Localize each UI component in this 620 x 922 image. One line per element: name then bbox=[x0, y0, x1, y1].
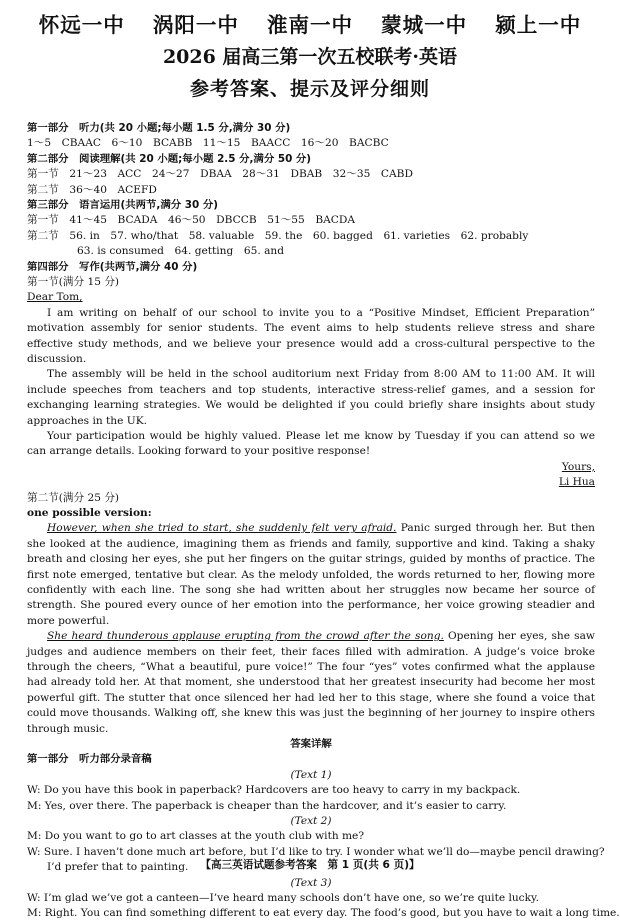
part1-answers: 1～5 CBAAC 6～10 BCABB 11～15 BAACC 16～20 BACBC bbox=[27, 137, 389, 150]
letter-signature: Li Hua bbox=[558, 476, 595, 489]
part3-section1-answers: 第一节 41～45 BCADA 46～50 DBCCB 51～55 BACDA bbox=[27, 214, 356, 227]
answer-details-title: 答案详解 bbox=[290, 738, 332, 750]
part1-heading: 第一部分 听力(共 20 小题;每小题 1.5 分,满分 30 分) bbox=[27, 122, 291, 134]
page-subtitle: 参考答案、提示及评分细则 bbox=[189, 78, 430, 100]
text3-man-line: M: Right. You can find something different to eat every day. The food’s good, but you have to wait a long time. bbox=[27, 907, 620, 920]
letter-closing: Yours, bbox=[561, 460, 595, 473]
school-names bbox=[0, 8, 620, 38]
paragraph-2-lead-sentence: She heard thunderous applause erupting from the crowd after the song. bbox=[47, 630, 444, 643]
text1-label: (Text 1) bbox=[290, 768, 332, 781]
paragraph-1-body: Panic surged through her. But then she looked at the audience, imagining them as friends and family, supportive and kind. Taking a shaky breath and closing her eyes, she put her fingers on the guitar strings, guided by months of practice. The first note emerged, tentative but clear. As the melody unfolded, the words returned to her, flowing more confidently with each line. The song she had written about her struggles now became her source of strength. She poured every ounce of her emotion into the performance, her voice growing steadier and more powerful. bbox=[27, 522, 595, 627]
part4-section1-label: 第一节(满分 15 分) bbox=[27, 275, 120, 288]
part3-section2-answers: 第二节 56. in 57. who/that 58. valuable 59. the 60. bagged 61. varieties 62. probably bbox=[27, 229, 529, 242]
paragraph-2-body: Opening her eyes, she saw judges and audience members on their feet, their faces filled with admiration. A judge’s voice broke through the cheers, “What a beautiful, pure voice!” The four “yes” votes confirmed what the applause had already told her. At that moment, she understood that her greatest insecurity had become her most powerful gift. The stutter that once silenced her had led her to this stage, where she found a voice that could move thousands. Walking off, she knew this was just the beginning of her journey to inspire others through music. bbox=[27, 630, 595, 735]
part4-heading: 第四部分 写作(共两节,满分 40 分) bbox=[27, 260, 198, 273]
part2-section2-answers: 第二节 36～40 ACEFD bbox=[27, 183, 157, 196]
text2-woman-line-cont: I’d prefer that to painting. bbox=[47, 861, 189, 874]
text2-label: (Text 2) bbox=[290, 814, 332, 827]
text2-man-line: M: Do you want to go to art classes at the youth club with me? bbox=[27, 830, 365, 843]
version-label: one possible version: bbox=[27, 506, 152, 519]
document-body bbox=[27, 121, 620, 922]
school-name: 涡阳一中 bbox=[152, 13, 239, 37]
continuation-paragraph-2 bbox=[27, 629, 595, 737]
text1-man-line: M: Yes, over there. The paperback is cheaper than the hardcover, and it’s easier to carry. bbox=[27, 799, 507, 812]
part3-heading: 第三部分 语言运用(共两节,满分 30 分) bbox=[27, 198, 218, 211]
part3-section2-answers-cont: 63. is consumed 64. getting 65. and bbox=[77, 245, 284, 258]
letter-paragraph-2: The assembly will be held in the school auditorium next Friday from 8:00 AM to 11:00 AM. It will include speeches from teachers and top students, interactive stress-relief games, and a session for exchanging learning strategies. We would be delighted if you could briefly share insights about study approaches in the UK. bbox=[27, 368, 595, 427]
paragraph-1-lead-sentence: However, when she tried to start, she suddenly felt very afraid. bbox=[47, 522, 397, 535]
school-name: 淮南一中 bbox=[267, 13, 353, 37]
continuation-paragraph-1 bbox=[27, 521, 595, 629]
letter-salutation: Dear Tom, bbox=[27, 291, 83, 304]
part2-section1-answers: 第一节 21～23 ACC 24～27 DBAA 28～31 DBAB 32～35 CABD bbox=[27, 168, 413, 181]
school-name: 颍上一中 bbox=[495, 13, 582, 37]
text1-woman-line: W: Do you have this book in paperback? Hardcovers are too heavy to carry in my backpack. bbox=[27, 784, 521, 797]
text3-woman-line: W: I’m glad we’ve got a canteen—I’ve heard many schools don’t have one, so we’re quite lucky. bbox=[27, 891, 539, 904]
part2-heading: 第二部分 阅读理解(共 20 小题;每小题 2.5 分,满分 50 分) bbox=[27, 152, 312, 165]
letter-paragraph-1: I am writing on behalf of our school to invite you to a “Positive Mindset, Efficient Preparation” motivation assembly for senior students. The event aims to help students relieve stress and share effective study methods, and we believe your presence would add a cross-cultural perspective to the discussion. bbox=[27, 306, 595, 365]
page-footer: 【高三英语试题参考答案 第 1 页(共 6 页)】 bbox=[200, 859, 420, 871]
listening-transcript-heading: 第一部分 听力部分录音稿 bbox=[27, 753, 152, 766]
part4-section2-label: 第二节(满分 25 分) bbox=[27, 491, 120, 504]
text3-label: (Text 3) bbox=[290, 876, 332, 889]
school-name: 怀远一中 bbox=[38, 13, 125, 37]
exam-title: 2026 届高三第一次五校联考·英语 bbox=[162, 46, 458, 68]
school-name: 蒙城一中 bbox=[381, 13, 468, 37]
letter-paragraph-3: Your participation would be highly valued. Please let me know by Tuesday if you can attend so we can arrange details. Looking forward to your positive response! bbox=[27, 429, 595, 458]
text2-woman-line: W: Sure. I haven’t done much art before, but I’d like to try. I wonder what we’ll do—maybe pencil drawing? bbox=[27, 845, 605, 858]
